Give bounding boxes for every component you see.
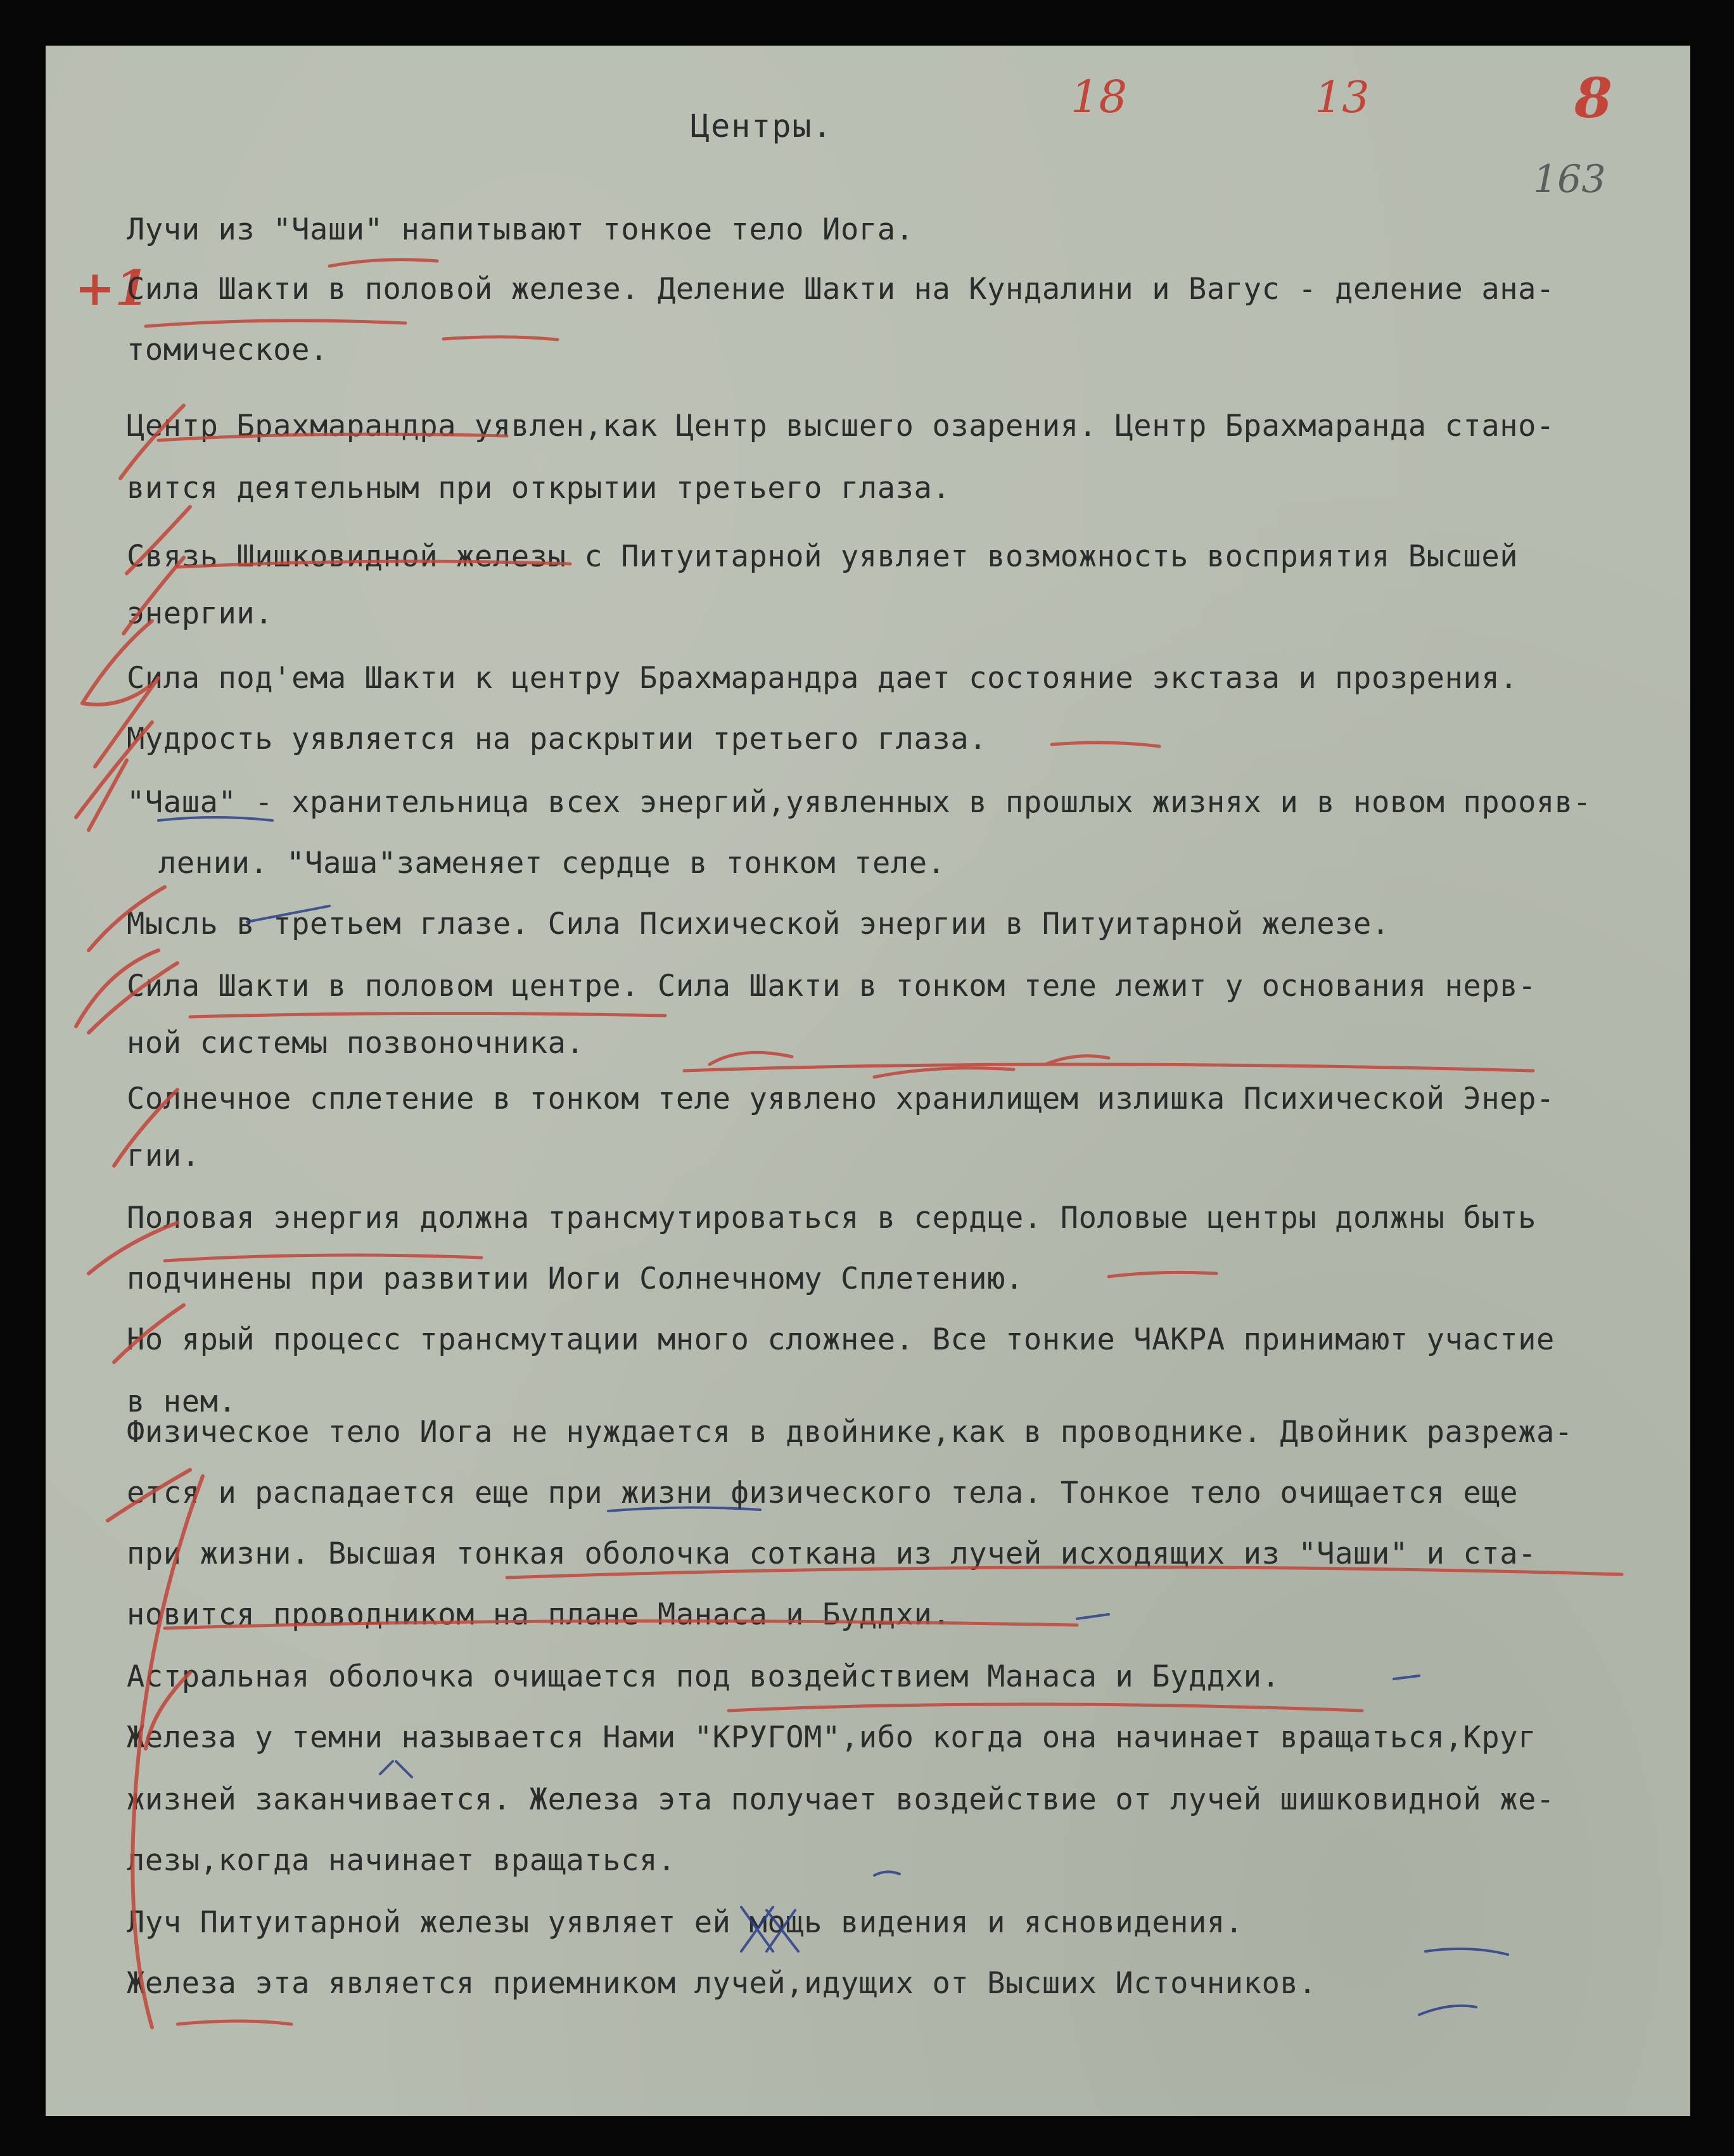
text-line: гии. [127,1139,200,1173]
text-line: Луч Питуитарной железы уявляет ей мощь видения и ясновидения. [127,1905,1244,1940]
text-line: лении. "Чаша"заменяет сердце в тонком теле. [158,846,946,881]
text-line: Физическое тело Иога не нуждается в двойнике,как в проводнике. Двойник разрежа- [127,1415,1573,1450]
text-line: ной системы позвоночника. [127,1026,585,1061]
text-line: Сила Шакти в половой железе. Деление Шакти на Кундалини и Вагус - деление ана- [127,272,1555,307]
text-line: Центр Брахмарандра уявлен,как Центр высшего озарения. Центр Брахмаранда стано- [127,409,1555,443]
text-line: томическое. [127,333,328,367]
text-line: Астральная оболочка очищается под воздействием Манаса и Буддхи. [127,1659,1280,1694]
text-line: энергии. [127,596,274,631]
text-line: Связь Шишковидной железы с Питуитарной уявляет возможность восприятия Высшей [127,539,1519,574]
text-line: в нем. [127,1384,237,1419]
text-line: при жизни. Высшая тонкая оболочка соткана из лучей исходящих из "Чаши" и ста- [127,1536,1537,1571]
text-line: Сила Шакти в половом центре. Сила Шакти в тонком теле лежит у основания нерв- [127,969,1537,1004]
text-line: Железа у темни называется Нами "КРУГОМ",ибо когда она начинает вращаться,Круг [127,1720,1537,1755]
page-number-red-1: 18 [1071,71,1128,123]
text-line: Мудрость уявляется на раскрытии третьего глаза. [127,722,988,756]
page-number-red-2: 13 [1315,73,1370,123]
text-line: "Чаша" - хранительница всех энергий,уявленных в прошлых жизнях и в новом проояв- [127,785,1591,820]
text-line: Железа эта является приемником лучей,идущих от Высших Источников. [127,1966,1317,2001]
page-number-pencil: 163 [1533,157,1606,201]
text-line: жизней заканчивается. Железа эта получает воздействие от лучей шишковидной же- [127,1782,1555,1817]
text-line: Половая энергия должна трансмутироваться в сердце. Половые центры должны быть [127,1201,1537,1235]
page-number-red-3: 8 [1574,67,1612,131]
text-line: Солнечное сплетение в тонком теле уявлено хранилищем излишка Психической Энер- [127,1081,1555,1116]
text-line: ется и распадается еще при жизни физического тела. Тонкое тело очищается еще [127,1476,1519,1510]
document-title: Центры. [691,108,833,144]
text-line: Мысль в третьем глазе. Сила Психической энергии в Питуитарной железе. [127,907,1390,941]
text-line: Лучи из "Чаши" напитывают тонкое тело Иога. [127,212,914,247]
text-line: вится деятельным при открытии третьего глаза. [127,471,951,506]
document-body [127,195,1660,2013]
text-line: новится проводником на плане Манаса и Буддхи. [127,1597,951,1632]
text-line: Но ярый процесс трансмутации много сложнее. Все тонкие ЧАКРА принимают участие [127,1322,1555,1357]
text-line: подчинены при развитии Иоги Солнечному Сплетению. [127,1261,1024,1296]
text-line: лезы,когда начинает вращаться. [127,1843,676,1878]
margin-mark: +1 [75,260,149,316]
text-line: Сила под'ема Шакти к центру Брахмарандра дает состояние экстаза и прозрения. [127,661,1519,696]
